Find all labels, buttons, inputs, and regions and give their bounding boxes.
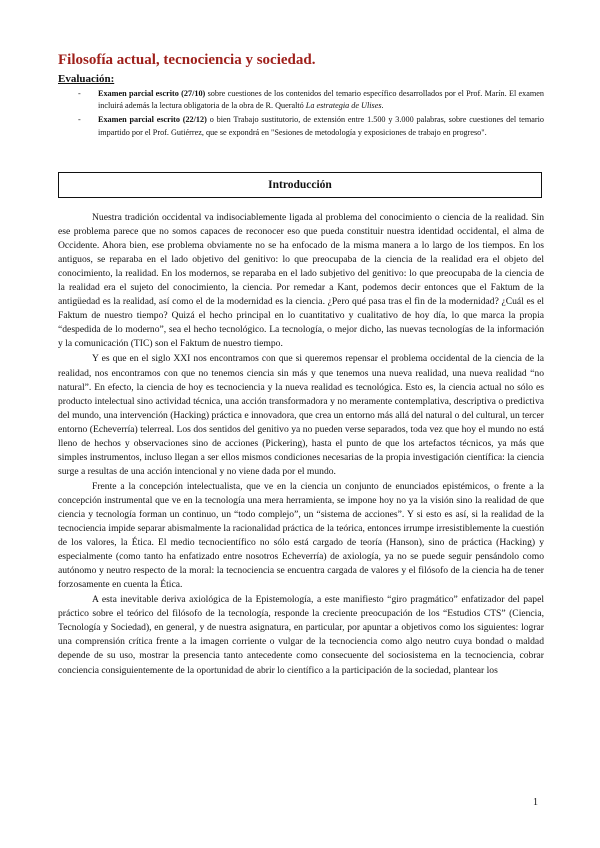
evaluation-list — [58, 88, 544, 141]
evaluation-item-text: sobre cuestiones de los contenidos del temario específico desarrollados por el Prof. Marín. El examen incluirá además la lectura obligatoria de la obra de R. Queraltó — [98, 89, 544, 111]
body-paragraph: Nuestra tradición occidental va indisociablemente ligada al problema del conocimiento o ciencia de la realidad. Sin ese problema parece que no somos capaces de reconocer eso que pueda constituir nuestra identidad occidental, el alma de Occidente. Ahora bien, ese problema obviamente no se ha enfocado de la misma manera a lo largo de los tiempos. En los antiguos, se reparaba en el lado objetivo del genitivo: lo que preocupaba de la ciencia de la realidad era el objeto del conocimiento, la realidad. En los modernos, se reparaba en el lado subjetivo del genitivo: lo que preocupaba de la ciencia de la realidad era el sujeto del conocimiento, la ciencia. Por remedar a Kant, podemos decir entonces que el Faktum de la antigüedad es la realidad, así como el de la modernidad es la ciencia. ¿Pero qué pasa tras el fin de la modernidad? ¿Cuál es el Faktum de nuestro tiempo? Quizá el hecho principal en lo cuantitativo y cualitativo de hoy día, lo que marca la propia “despedida de lo moderno”, sea el hecho tecnológico. La tecnología, o mejor dicho, las nuevas tecnologías de la información y la comunicación (TIC) son el Faktum de nuestro tiempo. — [58, 212, 544, 350]
body-text — [58, 211, 544, 679]
evaluation-item — [58, 88, 544, 112]
evaluation-item-label: Examen parcial escrito (27/10) — [98, 89, 206, 98]
page-number: 1 — [533, 797, 538, 808]
evaluation-item-text: o bien Trabajo sustitutorio, de extensión entre 1.500 y 3.000 palabras, sobre cuestiones del temario impartido por el Prof. Gutiérrez, que se expondrá en "Sesiones de metodología y exposiciones de trabajo en progreso". — [98, 115, 545, 137]
evaluation-item-label: Examen parcial escrito (22/12) — [98, 115, 207, 125]
evaluation-item-text-end: . — [381, 101, 384, 111]
body-paragraph: Frente a la concepción intelectualista, que ve en la ciencia un conjunto de enunciados epistémicos, o frente a la concepción instrumental que ve en la tecnología una mera herramienta, se impone hoy no ya la visión sino la realidad de que ciencia y tecnología forman un continuo, un “todo complejo”, un “sistema de acciones”. Y si esto es así, si la realidad de la tecnociencia impide separar abismalmente la racionalidad práctica de la teórica, entonces irrumpe irresistiblemente la cuestión de los valores, la Ética. El medio tecnocientífico no sólo está cargado de teoría (Hanson), sino de práctica (Hacking) y especialmente (como tanto ha enfatizado entre nosotros Echeverría) de axiología, ya no se puede seguir pensándolo como autónomo y neutro respecto de la moral: la tecnociencia se encuentra cargada de valores y el filósofo de la ciencia ha de tener forzosamente en cuenta la Ética. — [58, 480, 544, 591]
body-paragraph: A esta inevitable deriva axiológica de la Epistemología, a este manifiesto “giro pragmático” enfatizador del papel práctico sobre el teórico del filósofo de la tecnología, responde la creciente preocupación de los “Estudios CTS” (Ciencia, Tecnología y Sociedad), en general, y de nuestra asignatura, en particular, por apuntar a objetivos como los siguientes: lograr una comprensión crítica frente a la imagen corriente o vulgar de la tecnociencia como algo neutro cuya bondad o maldad depende de su uso, mostrar la presencia tanto antecedente como consecuente del sociosistema en la tecnociencia, cobrar conciencia consiguientemente de la oportunidad de abrir lo científico a la participación de la sociedad, plantear los — [58, 594, 544, 676]
body-paragraph: Y es que en el siglo XXI nos encontramos con que si queremos repensar el problema occidental de la ciencia de la realidad, nos encontramos con que no tenemos ciencia sin más y que tenemos una nueva realidad, una nueva realidad “no natural”. En efecto, la ciencia de hoy es tecnociencia y la nueva realidad es tecnológica. Esto es, la ciencia actual no sólo es producto intelectual sino actividad técnica, una acción transformadora y no meramente contemplativa, descriptiva o predictiva del mundo, una intervención (Hacking) práctica e innovadora, que crea un entorno más allá del natural o del cultural, un tercer entorno (Echeverría) telerreal. Los dos sentidos del genitivo ya no pueden verse separados, toda vez que hoy el mundo no está lleno de hechos y observaciones sino de acciones (Pickering), hasta el punto de que los artefactos técnicos, ya más que simples instrumentos, incluso llegan a ser ellos mismos condiciones necesarias de la propia investigación científica: la ciencia surge a resultas de una acción intencional y no viene dada por el mundo. — [58, 353, 544, 477]
section-title: Introducción — [268, 179, 332, 191]
evaluation-item-book-title: La estrategia de Ulises — [305, 101, 382, 111]
evaluation-heading: Evaluación: — [58, 73, 115, 85]
section-title-box — [58, 172, 542, 198]
list-bullet: - — [78, 115, 81, 125]
list-bullet: - — [78, 89, 81, 98]
evaluation-item — [58, 114, 544, 138]
document-title: Filosofía actual, tecnociencia y sociedad. — [58, 52, 316, 68]
